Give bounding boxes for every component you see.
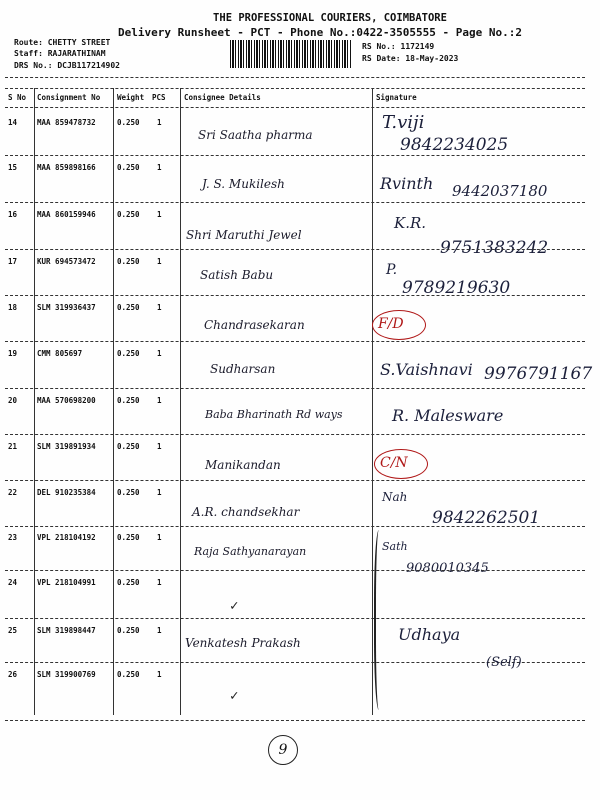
rs-date: RS Date: 18-May-2023 (362, 54, 459, 63)
row-pcs: 1 (157, 210, 162, 219)
row-consignee-name: Shri Maruthi Jewel (186, 228, 302, 242)
row-consignee-name: J. S. Mukilesh (202, 177, 285, 191)
check-mark-icon: ✓ (230, 598, 239, 614)
col-header-weight: Weight (117, 93, 145, 102)
row-consignment-no: SLM 319936437 (37, 303, 96, 312)
row-weight: 0.250 (117, 488, 140, 497)
row-consignment-no: MAA 859898166 (37, 163, 96, 172)
row-weight: 0.250 (117, 303, 140, 312)
row-signature: C/N (380, 455, 408, 471)
row-sno: 21 (8, 442, 18, 451)
column-separator (180, 88, 181, 715)
col-header-consignee: Consignee Details (184, 93, 261, 102)
row-consignee-name: Manikandan (205, 458, 281, 472)
row-sno: 23 (8, 533, 18, 542)
row-phone: 9976791167 (484, 364, 593, 384)
row-pcs: 1 (157, 303, 162, 312)
row-sno: 20 (8, 396, 18, 405)
row-divider (5, 341, 585, 342)
row-consignee-name: Sri Saatha pharma (198, 128, 313, 142)
row-sno: 22 (8, 488, 18, 497)
row-weight: 0.250 (117, 257, 140, 266)
row-pcs: 1 (157, 670, 162, 679)
row-weight: 0.250 (117, 349, 140, 358)
row-consignee-name: Venkatesh Prakash (185, 636, 301, 650)
col-header-consignment: Consignment No (37, 93, 101, 102)
row-signature: S.Vaishnavi (380, 360, 473, 379)
row-consignment-no: DEL 910235384 (37, 488, 96, 497)
row-consignment-no: KUR 694573472 (37, 257, 96, 266)
column-separator (113, 88, 114, 715)
stamp-oval (372, 310, 426, 340)
grouping-bracket (374, 530, 386, 710)
row-sno: 26 (8, 670, 18, 679)
row-pcs: 1 (157, 257, 162, 266)
row-sno: 16 (8, 210, 18, 219)
col-header-sno: S No (8, 93, 27, 102)
row-signature: Udhaya (398, 625, 461, 644)
row-signature: R. Malesware (392, 406, 504, 425)
row-weight: 0.250 (117, 442, 140, 451)
row-pcs: 1 (157, 349, 162, 358)
runsheet-subtitle: Delivery Runsheet - PCT - Phone No.:0422-3505555 - Page No.:2 (118, 26, 522, 39)
row-pcs: 1 (157, 533, 162, 542)
row-consignment-no: VPL 218104991 (37, 578, 96, 587)
row-weight: 0.250 (117, 533, 140, 542)
row-pcs: 1 (157, 396, 162, 405)
row-pcs: 1 (157, 578, 162, 587)
check-mark-icon: ✓ (230, 688, 239, 704)
row-consignment-no: MAA 859478732 (37, 118, 96, 127)
row-consignment-no: MAA 860159946 (37, 210, 96, 219)
row-divider (5, 249, 585, 250)
divider (5, 107, 585, 108)
row-consignment-no: MAA 570698200 (37, 396, 96, 405)
row-consignment-no: SLM 319898447 (37, 626, 96, 635)
row-phone: 9442037180 (452, 182, 548, 200)
row-divider (5, 526, 585, 527)
row-divider (5, 570, 585, 571)
row-weight: 0.250 (117, 396, 140, 405)
row-pcs: 1 (157, 118, 162, 127)
row-weight: 0.250 (117, 210, 140, 219)
row-signature: F/D (378, 316, 404, 332)
row-phone: 9751383242 (440, 238, 549, 258)
drs-number: DRS No.: DCJB117214902 (14, 61, 120, 70)
row-weight: 0.250 (117, 118, 140, 127)
row-signature: T.viji (382, 112, 425, 133)
row-consignee-name: Baba Bharinath Rd ways (205, 408, 343, 421)
row-consignee-name: A.R. chandsekhar (192, 505, 300, 519)
row-consignee-name: Raja Sathyanarayan (194, 545, 307, 558)
row-phone: 9842262501 (432, 508, 541, 528)
row-signature: (Self) (486, 655, 522, 670)
col-header-pcs: PCS (152, 93, 166, 102)
column-separator (34, 88, 35, 715)
barcode-image (230, 40, 352, 68)
divider (5, 77, 585, 78)
row-divider (5, 720, 585, 721)
row-sno: 19 (8, 349, 18, 358)
row-pcs: 1 (157, 442, 162, 451)
row-weight: 0.250 (117, 578, 140, 587)
row-signature: Rvinth (380, 174, 434, 193)
divider (5, 88, 585, 89)
row-weight: 0.250 (117, 163, 140, 172)
row-sno: 18 (8, 303, 18, 312)
row-signature: Nah (382, 490, 408, 504)
route-label: Route: CHETTY STREET (14, 38, 111, 47)
staff-label: Staff: RAJARATHINAM (14, 49, 106, 58)
row-sno: 15 (8, 163, 18, 172)
row-divider (5, 295, 585, 296)
row-pcs: 1 (157, 163, 162, 172)
row-phone: 9080010345 (406, 561, 489, 576)
row-sno: 24 (8, 578, 18, 587)
row-consignee-name: Chandrasekaran (204, 318, 305, 332)
row-sno: 25 (8, 626, 18, 635)
stamp-oval (374, 449, 428, 479)
row-divider (5, 480, 585, 481)
row-sno: 17 (8, 257, 18, 266)
row-weight: 0.250 (117, 670, 140, 679)
row-divider (5, 618, 585, 619)
col-header-signature: Signature (376, 93, 417, 102)
row-signature: Sath (382, 540, 408, 553)
row-divider (5, 388, 585, 389)
row-consignee-name: Sudharsan (210, 362, 276, 376)
column-separator (372, 88, 373, 715)
row-sno: 14 (8, 118, 18, 127)
row-consignment-no: SLM 319900769 (37, 670, 96, 679)
row-weight: 0.250 (117, 626, 140, 635)
company-title: THE PROFESSIONAL COURIERS, COIMBATORE (213, 12, 447, 24)
row-divider (5, 434, 585, 435)
row-phone: 9842234025 (400, 135, 509, 155)
row-divider (5, 155, 585, 156)
row-signature: K.R. (394, 214, 427, 232)
row-consignment-no: VPL 218104192 (37, 533, 96, 542)
page-mark: 9 (268, 735, 298, 765)
row-phone: 9789219630 (402, 278, 511, 298)
row-consignment-no: SLM 319891934 (37, 442, 96, 451)
row-consignee-name: Satish Babu (200, 268, 274, 282)
row-pcs: 1 (157, 488, 162, 497)
row-pcs: 1 (157, 626, 162, 635)
row-divider (5, 202, 585, 203)
row-consignment-no: CMM 805697 (37, 349, 83, 358)
row-signature: P. (386, 262, 398, 278)
rs-number: RS No.: 1172149 (362, 42, 435, 51)
